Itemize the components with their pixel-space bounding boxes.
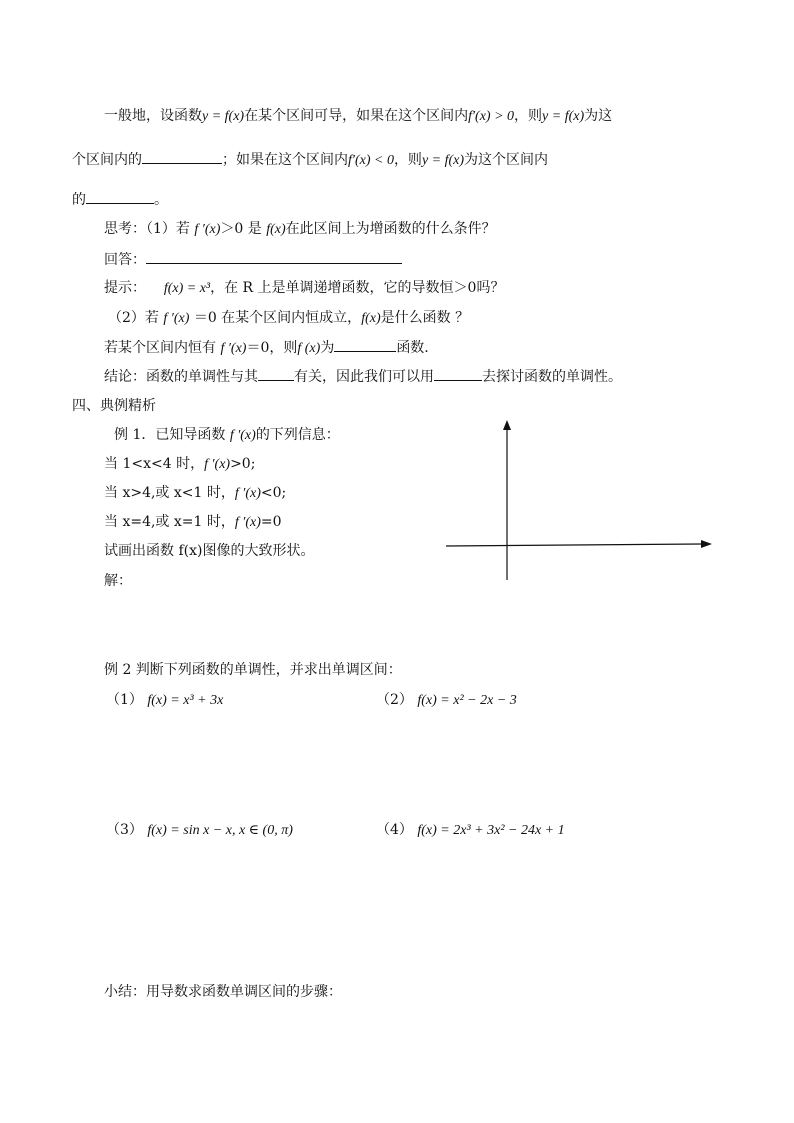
x-axis-arrow-icon (701, 540, 712, 548)
formula: f ′(x) (229, 428, 256, 443)
formula: f ′(x) (234, 515, 261, 530)
intro-text: 一般地，设函数 (104, 108, 202, 124)
text: 在此区间上为增函数的什么条件？ (285, 221, 496, 237)
think-q2 (108, 308, 469, 329)
hint-line (104, 278, 504, 299)
formula: y = f(x) (202, 109, 245, 124)
fill-blank-decreasing[interactable] (86, 189, 154, 204)
fill-blank-constant[interactable] (334, 337, 396, 352)
condition-3 (104, 512, 282, 533)
text: 有关，因此我们可以用 (294, 369, 434, 385)
answer-blank[interactable] (146, 249, 402, 264)
text: 当 1<x<4 时， (104, 456, 205, 472)
intro-text: 为这 (584, 108, 613, 124)
text: ，在 R 上是单调递增函数，它的导数恒＞0吗？ (210, 280, 505, 296)
problem-2 (376, 690, 517, 711)
text: 去探讨函数的单调性。 (482, 369, 622, 385)
intro-text: ，则 (393, 152, 422, 168)
intro-line-1 (104, 106, 612, 127)
coordinate-axes[interactable] (444, 420, 716, 582)
formula: f(x) (361, 311, 381, 326)
problem-number: （1） (106, 692, 143, 708)
fill-blank-derivative[interactable] (258, 366, 294, 381)
text: >0; (230, 456, 256, 472)
solution-label: 解： (104, 573, 132, 589)
text: ＞0 是 (220, 221, 262, 237)
condition-1 (104, 454, 255, 475)
intro-text: 在某个区间可导，如果在这个区间内 (244, 108, 469, 124)
section-title: 四、典例精析 (72, 398, 156, 414)
formula: f ′(x) (234, 486, 261, 501)
formula: f (x) (297, 341, 321, 356)
intro-line-3 (72, 189, 168, 210)
problem-number: （2） (376, 692, 413, 708)
text: ＝0，则 (246, 340, 298, 356)
text: （2）若 (108, 310, 159, 326)
x-axis (446, 544, 702, 546)
text: 是什么函数 ？ (380, 310, 470, 326)
condition-2 (104, 483, 286, 504)
formula: f(x) = 2x³ + 3x² − 24x + 1 (417, 823, 565, 838)
text: 为 (320, 340, 335, 356)
intro-text: ，则 (514, 108, 543, 124)
conclusion-line (104, 366, 622, 387)
answer-line (104, 249, 402, 270)
text: 的下列信息： (255, 427, 340, 443)
formula: f(x) = x³ (163, 281, 211, 296)
formula: y = f(x) (421, 153, 465, 168)
problem-3 (106, 820, 293, 841)
fill-blank-method[interactable] (434, 366, 482, 381)
text: 例 1．已知导函数 (114, 427, 226, 443)
text: 当 x=4,或 x=1 时， (104, 514, 235, 530)
formula: f ′(x) (204, 457, 231, 472)
text: 函数. (396, 340, 429, 356)
text: 思考：（1）若 (104, 221, 190, 237)
formula: f′(x) < 0 (348, 153, 394, 168)
intro-text: 个区间内的 (72, 152, 142, 168)
answer-label: 回答： (104, 252, 146, 268)
intro-line-2 (72, 149, 548, 171)
problem-number: （4） (376, 822, 413, 838)
hint-label: 提示： (104, 280, 146, 296)
text: 当 x>4,或 x<1 时， (104, 485, 235, 501)
example-1-title (114, 425, 340, 446)
formula: f(x) = x² − 2x − 3 (417, 693, 517, 708)
intro-text: 。 (154, 192, 168, 208)
formula: f ′(x) (220, 341, 247, 356)
intro-text: 为这个区间内 (464, 152, 549, 168)
formula: f(x) (266, 222, 286, 237)
problem-number: （3） (106, 822, 143, 838)
think-q3 (104, 337, 429, 359)
think-q1 (104, 219, 496, 240)
intro-text: 的 (72, 192, 86, 208)
summary-line: 小结：用导数求函数单调区间的步骤： (104, 984, 342, 1000)
formula: f ′(x) (163, 311, 190, 326)
formula: y = f(x) (542, 109, 585, 124)
draw-instruction: 试画出函数 f(x)图像的大致形状。 (104, 543, 315, 559)
y-axis-arrow-icon (503, 420, 511, 430)
formula: f(x) = x³ + 3x (147, 693, 224, 708)
text: <0; (260, 485, 287, 501)
problem-1 (106, 690, 223, 711)
formula: f(x) = sin x − x, x ∈ (0, π) (147, 823, 293, 838)
text: ＝0 在某个区间内恒成立， (193, 310, 362, 326)
fill-blank-increasing[interactable] (142, 149, 222, 164)
formula: f ′(x) (194, 222, 221, 237)
text: 结论：函数的单调性与其 (104, 369, 258, 385)
formula: f′(x) > 0 (468, 109, 515, 124)
text: 若某个区间内恒有 (104, 340, 216, 356)
intro-text: ；如果在这个区间内 (222, 152, 348, 168)
text: =0 (260, 514, 282, 530)
problem-4 (376, 820, 565, 841)
example-2-title: 例 2 判断下列函数的单调性，并求出单调区间： (104, 662, 402, 678)
